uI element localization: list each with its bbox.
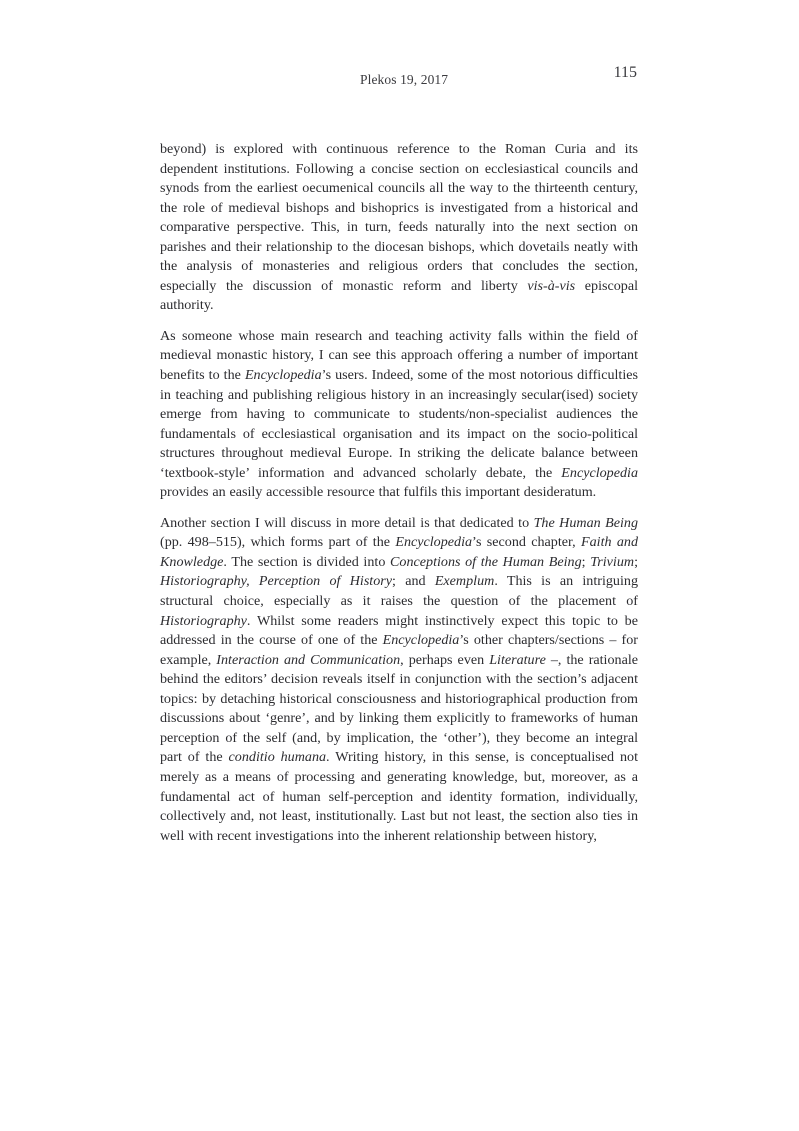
paragraph-3 (160, 514, 638, 846)
text-run: Another section I will discuss in more detail is that dedicated to (160, 514, 534, 531)
italic-title: Historiography, Perception of History (160, 573, 393, 590)
italic-title: Trivium (590, 553, 635, 570)
body-text-column (160, 140, 638, 846)
italic-title: The Human Being (533, 514, 638, 531)
text-run: As someone whose main research and teaching activity falls within the field of medieval monastic history, I can see this approach offering a number of important benefits to the (160, 327, 638, 384)
text-run: . The section is divided into (223, 553, 391, 570)
text-run: ; and (392, 573, 435, 590)
italic-title: Faith and Knowledge (160, 534, 639, 570)
text-run: ’s other chapters/sections – for example, (160, 632, 638, 668)
page-number: 115 (613, 64, 637, 81)
text-run: ; (581, 553, 591, 570)
journal-citation: Plekos 19, 2017 (360, 72, 449, 87)
text-run: –, the rationale behind the editors’ decision reveals itself in conjunction with the section’s adjacent topics: by detaching historical consciousness and historiographical production from discussions about ‘genre’, and by linking them explicitly to frameworks of human perception of the self (and, by implication, the ‘other’), they become an integral part of the (160, 651, 638, 766)
text-run: . Whilst some readers might instinctively expect this topic to be addressed in the course of one of the (160, 612, 638, 649)
text-run: ’s second chapter, (472, 534, 581, 551)
text-run: ’s users. Indeed, some of the most notorious difficulties in teaching and publishing religious history in an increasingly secular(ised) society emerge from having to communicate to students/non-specialist audiences the fundamentals of ecclesiastical organisation and its impact on the socio-political structures throughout medieval Europe. In striking the delicate balance between ‘textbook-style’ information and advanced scholarly debate, the (160, 367, 638, 481)
italic-title: Encyclopedia (382, 632, 460, 649)
running-head (160, 64, 637, 92)
text-run: ; (634, 553, 638, 570)
italic-title: Literature (489, 651, 546, 668)
paragraph-1 (160, 140, 638, 316)
italic-title: vis-à-vis (527, 277, 576, 294)
text-run: beyond) is explored with continuous reference to the Roman Curia and its dependent institutions. Following a concise section on ecclesiastical councils and synods from the earliest oecumenical councils all the way to the thirteenth century, the role of medieval bishops and bishoprics is investigated from a historical and comparative perspective. This, in turn, feeds naturally into the next section on parishes and their relationship to the diocesan bishops, which dovetails neatly with the analysis of monasteries and religious orders that concludes the section, especially the discussion of monastic reform and liberty (160, 141, 638, 294)
italic-title: Encyclopedia (244, 367, 322, 384)
text-run: episcopal authority. (160, 277, 638, 314)
italic-title: Conceptions of the Human Being (390, 553, 582, 570)
paragraph-2 (160, 327, 638, 503)
italic-title: Encyclopedia (561, 464, 638, 481)
text-run: (pp. 498–515), which forms part of the (160, 534, 396, 551)
text-run: . Writing history, in this sense, is conceptualised not merely as a means of processing and generating knowledge, but, moreover, as a fundamental act of human self-perception and identity formation, individually, collectively and, not least, institutionally. Last but not least, the section also ties in well with recent investigations into the inherent relationship between history, (160, 749, 638, 844)
text-run: provides an easily accessible resource that fulfils this important desideratum. (160, 484, 597, 501)
text-run: , perhaps even (400, 651, 490, 668)
italic-title: Historiography (160, 612, 247, 629)
text-run: . This is an intriguing structural choice, especially as it raises the question of the placement of (160, 573, 638, 610)
italic-title: conditio humana (228, 749, 327, 766)
italic-title: Exemplum (434, 573, 495, 590)
italic-title: Encyclopedia (395, 534, 473, 551)
italic-title: Interaction and Communication (216, 651, 401, 668)
